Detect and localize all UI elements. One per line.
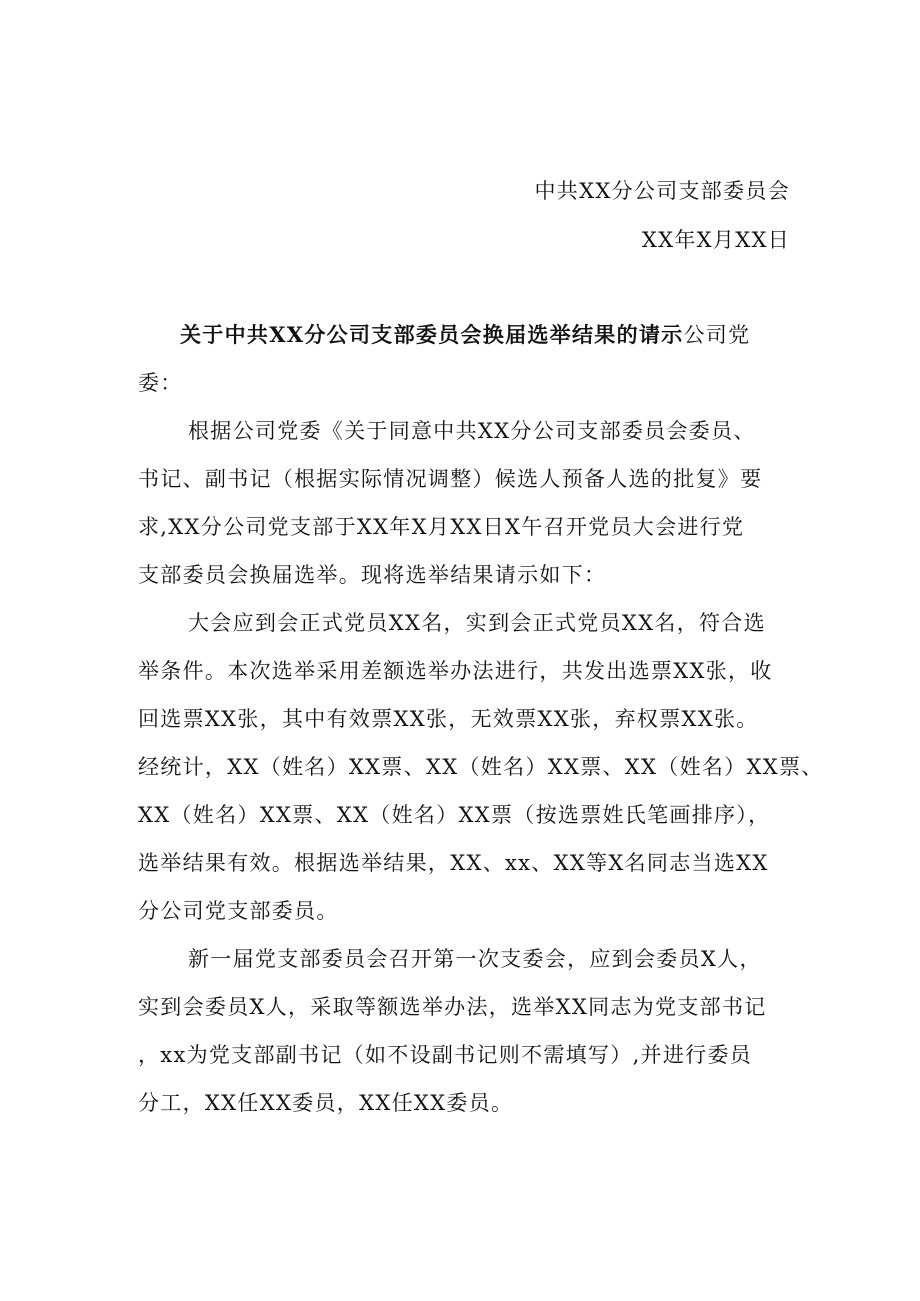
paragraph-3-line-4: 分工，XX任XX委员，XX任XX委员。 (138, 1091, 514, 1115)
addressee-part1: 公司党 (683, 323, 751, 347)
paragraph-3-line-1: 新一届党支部委员会召开第一次支委会，应到会委员X人， (188, 947, 762, 971)
addressee-part2: 委： (138, 371, 183, 395)
paragraph-1-line-4: 支部委员会换届选举。现将选举结果请示如下： (138, 563, 607, 587)
header-organization: 中共XX分公司支部委员会 (534, 179, 790, 203)
paragraph-2-line-4: 经统计，XX（姓名）XX票、XX（姓名）XX票、XX（姓名）XX票、 (138, 755, 824, 779)
title-line (180, 320, 750, 350)
paragraph-2-line-3: 回选票XX张，其中有效票XX张，无效票XX张，弃权票XX张。 (138, 707, 759, 731)
paragraph-2-line-6: 选举结果有效。根据选举结果，XX、xx、XX等X名同志当选XX (138, 851, 769, 875)
paragraph-1-line-1: 根据公司党委《关于同意中共XX分公司支部委员会委员、 (188, 419, 756, 443)
paragraph-3-line-2: 实到会委员X人，采取等额选举办法，选举XX同志为党支部书记 (138, 995, 767, 1019)
paragraph-1-line-2: 书记、副书记（根据实际情况调整）候选人预备人选的批复》要 (138, 467, 763, 491)
paragraph-2-line-5: XX（姓名）XX票、XX（姓名）XX票（按选票姓氏笔画排序）， (138, 803, 771, 827)
paragraph-2-line-1: 大会应到会正式党员XX名，实到会正式党员XX名，符合选 (188, 611, 766, 635)
paragraph-3-line-3: ，xx为党支部副书记（如不设副书记则不需填写）,并进行委员 (138, 1043, 753, 1067)
paragraph-2-line-7: 分公司党支部委员。 (138, 899, 339, 923)
paragraph-2-line-2: 举条件。本次选举采用差额选举办法进行，共发出选票XX张，收 (138, 659, 773, 683)
paragraph-1-line-3: 求,XX分公司党支部于XX年X月XX日X午召开党员大会进行党 (138, 515, 745, 539)
document-title: 关于中共XX分公司支部委员会换届选举结果的请示 (180, 322, 684, 347)
header-date: XX年X月XX日 (641, 228, 790, 252)
